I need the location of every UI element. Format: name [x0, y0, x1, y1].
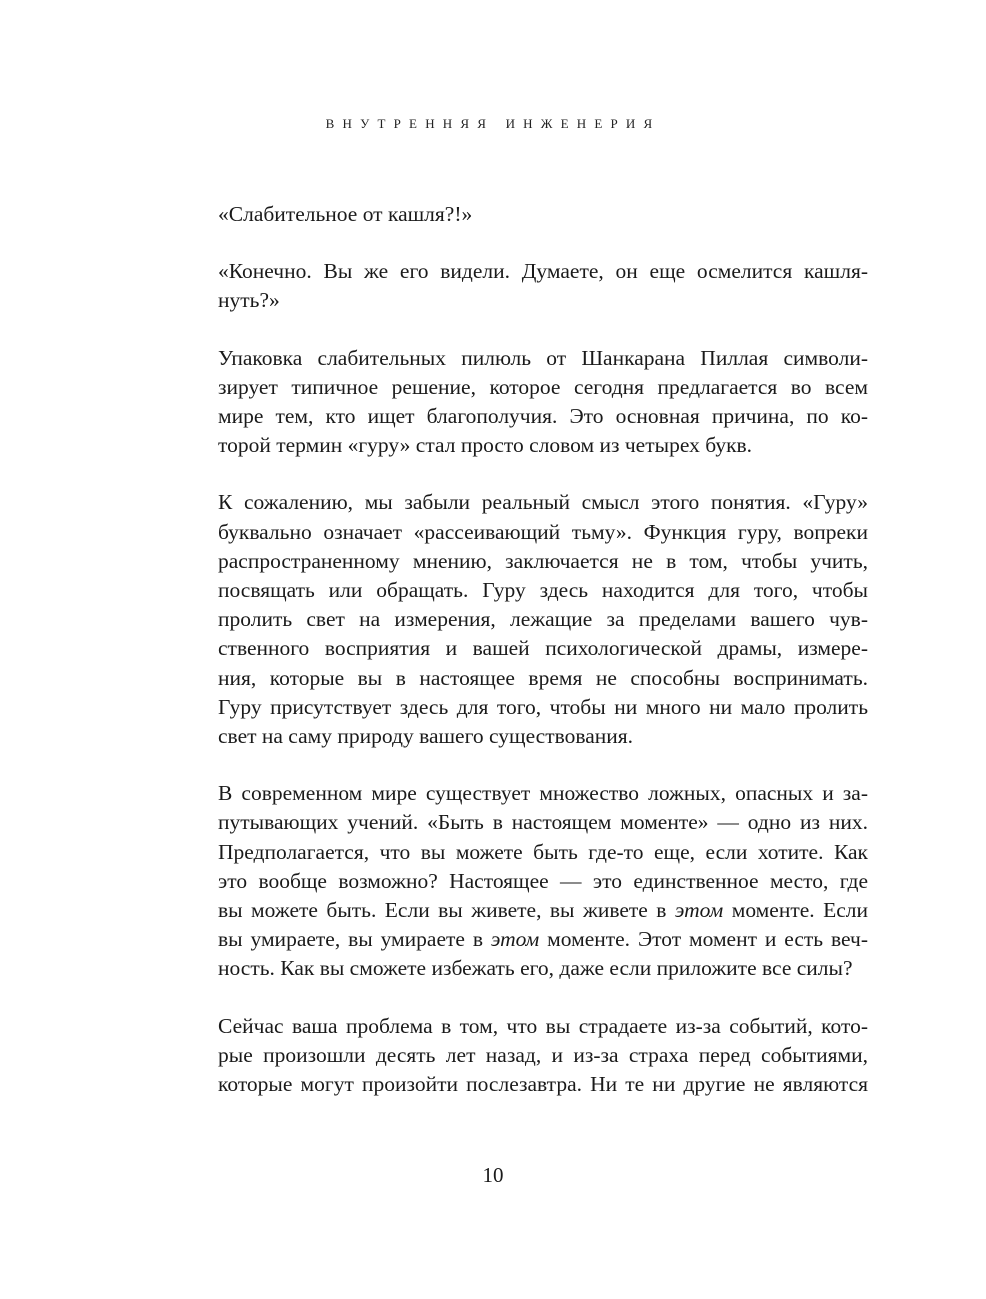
- text-line: посвящать или обращать. Гуру здесь находится для того, чтобы: [218, 578, 868, 603]
- paragraph: [218, 257, 868, 315]
- text-line: торой термин «гуру» стал просто словом из четырех букв.: [218, 433, 753, 458]
- text-run: вы умираете, вы умираете в: [218, 927, 491, 952]
- page-number: 10: [482, 1163, 504, 1187]
- text-line: путывающих учений. «Быть в настоящем моменте» — одно из них.: [218, 810, 868, 835]
- page-body-text: [218, 200, 868, 1127]
- paragraph: [218, 344, 868, 461]
- text-line: К сожалению, мы забыли реальный смысл этого понятия. «Гуру»: [218, 490, 868, 515]
- text-line: В современном мире существует множество ложных, опасных и за-: [218, 781, 868, 806]
- text-line: Предполагается, что вы можете быть где-то еще, если хотите. Как: [218, 839, 868, 864]
- text-line: «Слабительное от кашля?!»: [218, 202, 473, 226]
- text-run: моменте. Если: [723, 898, 868, 923]
- paragraph: [218, 1012, 868, 1100]
- text-line: Сейчас ваша проблема в том, что вы страдаете из-за событий, кото-: [218, 1013, 868, 1038]
- paragraph: [218, 200, 868, 229]
- text-line: ния, которые вы в настоящее время не способны воспринимать.: [218, 665, 868, 690]
- paragraph: [218, 779, 868, 983]
- text-line: зирует типичное решение, которое сегодня предлагается во всем: [218, 374, 868, 399]
- text-line-with-emphasis: [218, 896, 868, 925]
- text-run: моменте. Этот момент и есть веч-: [539, 927, 868, 952]
- text-line: распространенному мнению, заключается не в том, чтобы учить,: [218, 548, 868, 573]
- text-run: вы можете быть. Если вы живете, вы живете в: [218, 898, 675, 923]
- text-line: ность. Как вы сможете избежать его, даже если приложите все силы?: [218, 956, 853, 981]
- text-line: пролить свет на измерения, лежащие за пределами вашего чув-: [218, 607, 868, 632]
- text-line: это вообще возможно? Настоящее — это единственное место, где: [218, 868, 868, 893]
- text-line: нуть?»: [218, 288, 280, 313]
- text-line: Гуру присутствует здесь для того, чтобы ни много ни мало пролить: [218, 694, 868, 719]
- text-line: буквально означает «рассеивающий тьму». Функция гуру, вопреки: [218, 519, 868, 544]
- emphasized-word: этом: [490, 927, 540, 952]
- paragraph: [218, 488, 868, 751]
- text-line: Упаковка слабительных пилюль от Шанкарана Пиллая символи-: [218, 345, 868, 370]
- text-line: ственного восприятия и вашей психологической драмы, измере-: [218, 636, 868, 661]
- text-line: рые произошли десять лет назад, и из-за страха перед событиями,: [218, 1042, 868, 1067]
- running-head-title: ВНУТРЕННЯЯ ИНЖЕНЕРИЯ: [325, 116, 661, 131]
- text-line: «Конечно. Вы же его видели. Думаете, он еще осмелится кашля-: [218, 259, 868, 284]
- text-line-with-emphasis: [218, 925, 868, 954]
- text-line: мире тем, кто ищет благополучия. Это основная причина, по ко-: [218, 404, 868, 429]
- emphasized-word: этом: [674, 898, 724, 923]
- text-line: свет на саму природу вашего существования.: [218, 724, 634, 749]
- text-line: которые могут произойти послезавтра. Ни те ни другие не являются: [218, 1072, 868, 1097]
